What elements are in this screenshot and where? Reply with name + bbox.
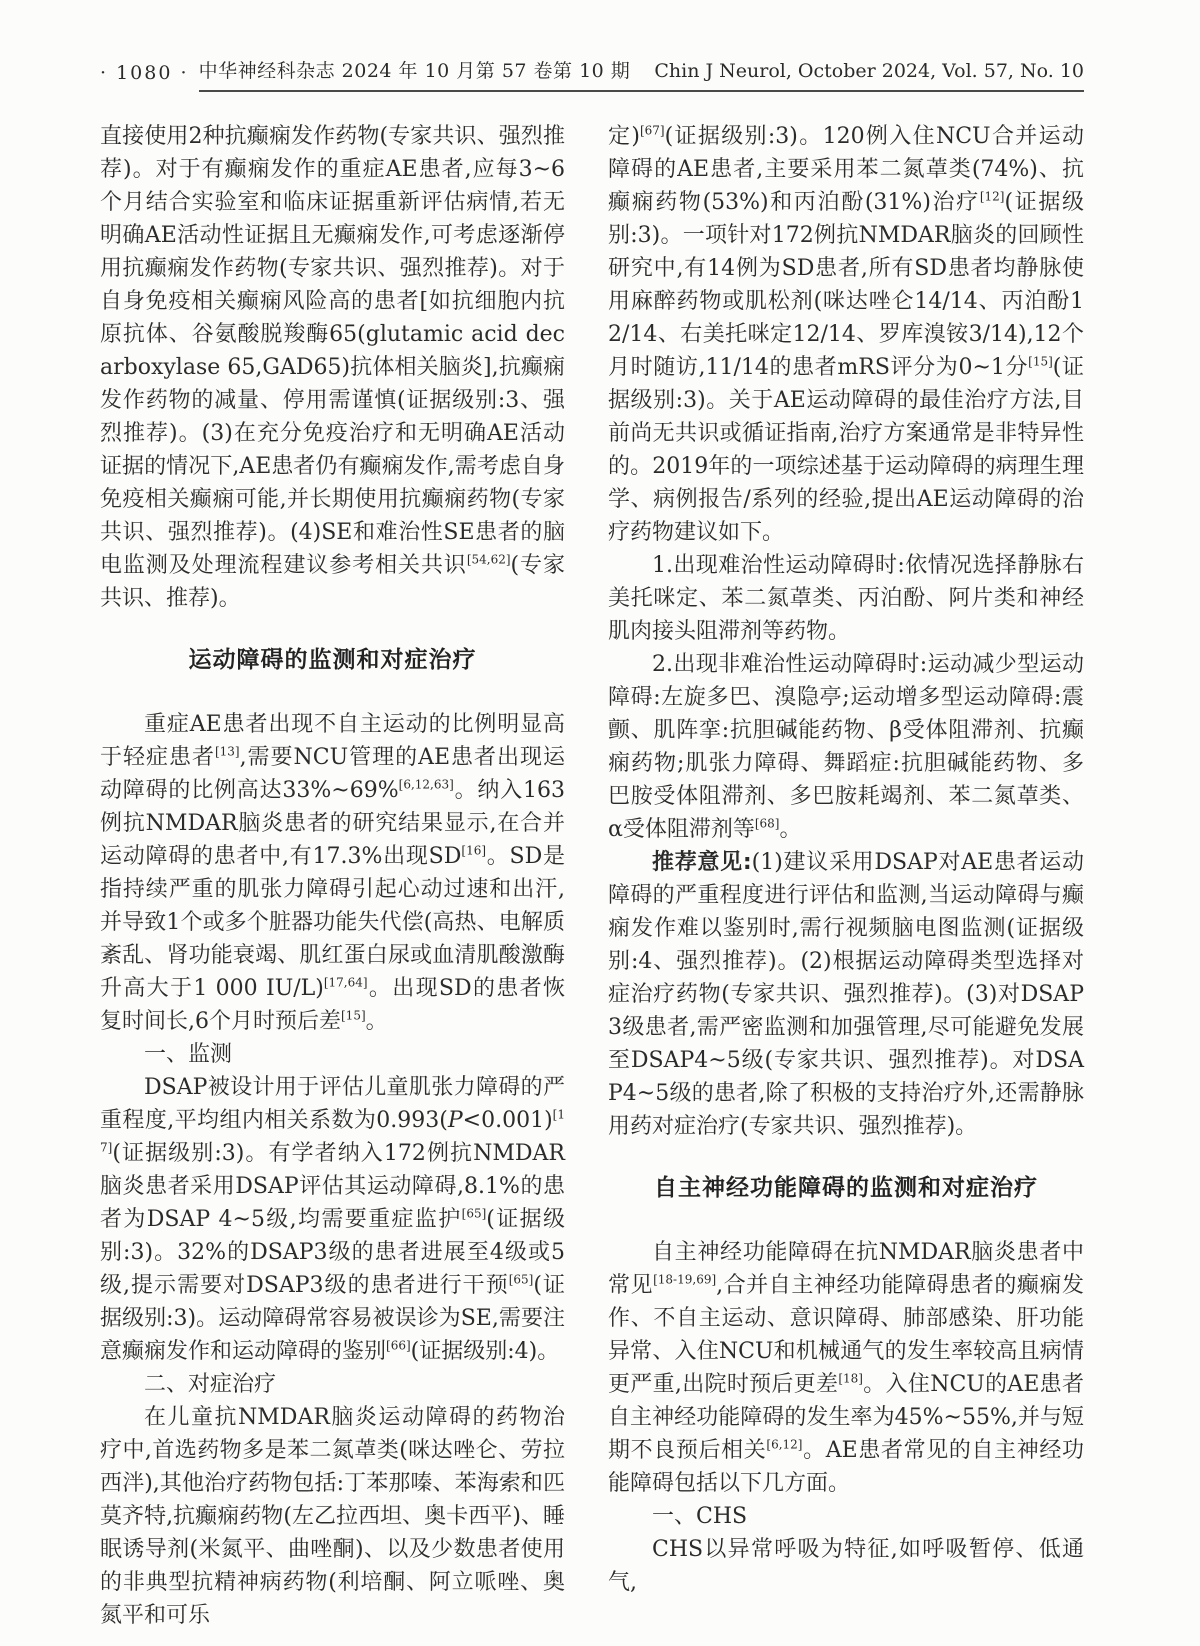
italic-text: P [447,1108,463,1133]
text-run: (证据级别:3)。一项针对172例抗NMDAR脑炎的回顾性研究中,有14例为SD患者,所有SD患者均静脉使用麻醉药物或肌松剂(咪达唑仑14/14、丙泊酚12/14、右美托咪定12/14、罗库溴铵3/14),12个月时随访,11/14的患者mRS评分为0~1分 [608,190,1084,380]
section-heading: 运动障碍的监测和对症治疗 [188,647,477,673]
paragraph [100,1401,565,1632]
text-run: 二、对症治疗 [144,1372,277,1397]
text-run: 重症AE患者出现不自主运动的比例明显高于轻症患者 [100,712,565,770]
section-heading: 自主神经功能障碍的监测和对症治疗 [654,1175,1038,1201]
right-column [608,120,1084,1632]
text-run: (证据级别:3)。120例入住NCU合并运动障碍的AE患者,主要采用苯二氮䓬类(74%)、抗癫痫药物(53%)和丙泊酚(31%)治疗 [608,124,1084,215]
reference-marker: [67] [639,123,665,138]
journal-citation-cn: 中华神经科杂志 2024 年 10 月第 57 卷第 10 期 [198,60,631,82]
paragraph [608,846,1084,1143]
text-run: 。 [779,817,802,842]
paragraph [100,1038,565,1071]
text-run: 定) [608,124,640,149]
text-run: 一、CHS [652,1504,748,1529]
text-run: 。纳入163例抗NMDAR脑炎患者的研究结果显示,在合并运动障碍的患者中,有17.3%出现SD [100,778,566,869]
paragraph [100,1071,565,1368]
paragraph [608,1236,1084,1500]
article-body [100,120,1084,1632]
paragraph [100,1368,565,1401]
reference-marker: [17] [100,1107,565,1155]
text-run: 一、监测 [144,1042,233,1067]
reference-marker: [12] [979,189,1005,204]
text-run: DSAP被设计用于评估儿童肌张力障碍的严重程度,平均组内相关系数为0.993( [100,1075,565,1133]
left-column [100,120,565,1632]
paragraph [100,708,565,1038]
text-run: (证据级别:4)。 [410,1339,560,1364]
paragraph [608,1500,1084,1533]
reference-marker: [13] [214,744,240,759]
reference-marker: [15] [341,1008,366,1023]
text-run: ,合并自主神经功能障碍患者的癫痫发作、不自主运动、意识障碍、肺部感染、肝功能异常、入住NCU和机械通气的发生率较高且病情更严重,出院时预后更差 [608,1273,1084,1397]
paragraph [608,120,1084,549]
text-run: CHS以异常呼吸为特征,如呼吸暂停、低通气, [608,1537,1084,1595]
text-run: 。出现SD的患者恢复时间长,6个月时预后差 [100,976,566,1034]
text-run: 。AE患者常见的自主神经功能障碍包括以下几方面。 [608,1438,1084,1496]
page-number: · 1080 · [100,62,189,84]
journal-citation [199,56,1084,92]
text-run: (证据级别:3)。关于AE运动障碍的最佳治疗方法,目前尚无共识或循证指南,治疗方案通常是非特异性的。2019年的一项综述基于运动障碍的病理生理学、病例报告/系列的经验,提出AE运动障碍的治疗药物建议如下。 [608,355,1084,545]
text-run: <0.001) [462,1108,553,1133]
reference-marker: [65] [461,1206,487,1221]
paragraph [608,549,1084,648]
text-run: 1.出现难治性运动障碍时:依情况选择静脉右美托咪定、苯二氮䓬类、丙泊酚、阿片类和神经肌肉接头阻滞剂等药物。 [608,553,1084,644]
text-run: 2.出现非难治性运动障碍时:运动减少型运动障碍:左旋多巴、溴隐亭;运动增多型运动障碍:震颤、肌阵挛:抗胆碱能药物、β受体阻滞剂、抗癫痫药物;肌张力障碍、舞蹈症:抗胆碱能药物、多巴胺受体阻滞剂、多巴胺耗竭剂、苯二氮䓬类、α受体阻滞剂等 [608,652,1084,842]
reference-marker: [18] [838,1371,863,1386]
page-header [100,56,1084,92]
text-run: (专家共识、推荐)。 [100,553,565,611]
paragraph [608,1533,1084,1599]
reference-marker: [66] [386,1338,411,1353]
reference-marker: [54,62] [466,552,511,567]
text-run: (证据级别:3)。有学者纳入172例抗NMDAR脑炎患者采用DSAP评估其运动障碍,8.1%的患者为DSAP 4~5级,均需要重症监护 [100,1141,565,1232]
reference-marker: [17,64] [323,975,368,990]
reference-marker: [15] [1028,354,1053,369]
text-run: 。 [365,1009,388,1034]
text-run: 自主神经功能障碍在抗NMDAR脑炎患者中常见 [608,1240,1084,1298]
text-run: (证据级别:3)。运动障碍常容易被误诊为SE,需要注意癫痫发作和运动障碍的鉴别 [100,1273,565,1364]
reference-marker: [18-19,69] [653,1272,717,1287]
text-run: 直接使用2种抗癫痫发作药物(专家共识、强烈推荐)。对于有癫痫发作的重症AE患者,应每3~6个月结合实验室和临床证据重新评估病情,若无明确AE活动性证据且无癫痫发作,可考虑逐渐停用抗癫痫发作药物(专家共识、强烈推荐)。对于自身免疫相关癫痫风险高的患者[如抗细胞内抗原抗体、谷氨酸脱羧酶65(glutamic acid decarboxylase 65,GAD65)抗体相关脑炎],抗癫痫发作药物的减量、停用需谨慎(证据级别:3、强烈推荐)。(3)在充分免疫治疗和无明确AE活动证据的情况下,AE患者仍有癫痫发作,需考虑自身免疫相关癫痫可能,并长期使用抗癫痫药物(专家共识、强烈推荐)。(4)SE和难治性SE患者的脑电监测及处理流程建议参考相关共识 [100,124,565,578]
reference-marker: [16] [461,843,487,858]
text-run: ,需要NCU管理的AE患者出现运动障碍的比例高达33%~69% [100,745,565,803]
paragraph [100,120,565,615]
reference-marker: [6,12,63] [398,777,454,792]
text-run: 。入住NCU的AE患者自主神经功能障碍的发生率为45%~55%,并与短期不良预后相关 [608,1372,1084,1463]
paragraph [608,648,1084,846]
reference-marker: [65] [508,1272,534,1287]
reference-marker: [68] [754,816,780,831]
text-run: 在儿童抗NMDAR脑炎运动障碍的药物治疗中,首选药物多是苯二氮䓬类(咪达唑仑、劳拉西泮),其他治疗药物包括:丁苯那嗪、苯海索和匹莫齐特,抗癫痫药物(左乙拉西坦、奥卡西平)、睡眠诱导剂(米氮平、曲唑酮)、以及少数患者使用的非典型抗精神病药物(利培酮、阿立哌唑、奥氮平和可乐 [100,1405,565,1628]
reference-marker: [6,12] [766,1437,803,1452]
text-run: (证据级别:3)。32%的DSAP3级的患者进展至4级或5级,提示需要对DSAP3级的患者进行干预 [100,1207,565,1298]
bold-lead: 推荐意见: [652,850,752,875]
journal-citation-en: Chin J Neurol, October 2024, Vol. 57, No. 10 [654,60,1084,82]
text-run: (1)建议采用DSAP对AE患者运动障碍的严重程度进行评估和监测,当运动障碍与癫痫发作难以鉴别时,需行视频脑电图监测(证据级别:4、强烈推荐)。(2)根据运动障碍类型选择对症治疗药物(专家共识、强烈推荐)。(3)对DSAP3级患者,需严密监测和加强管理,尽可能避免发展至DSAP4~5级(专家共识、强烈推荐)。对DSAP4~5级的患者,除了积极的支持治疗外,还需静脉用药对症治疗(专家共识、强烈推荐)。 [608,850,1084,1139]
text-run: 。SD是指持续严重的肌张力障碍引起心动过速和出汗,并导致1个或多个脏器功能失代偿(高热、电解质紊乱、肾功能衰竭、肌红蛋白尿或血清肌酸激酶升高大于1 000 IU/L) [100,844,566,1001]
